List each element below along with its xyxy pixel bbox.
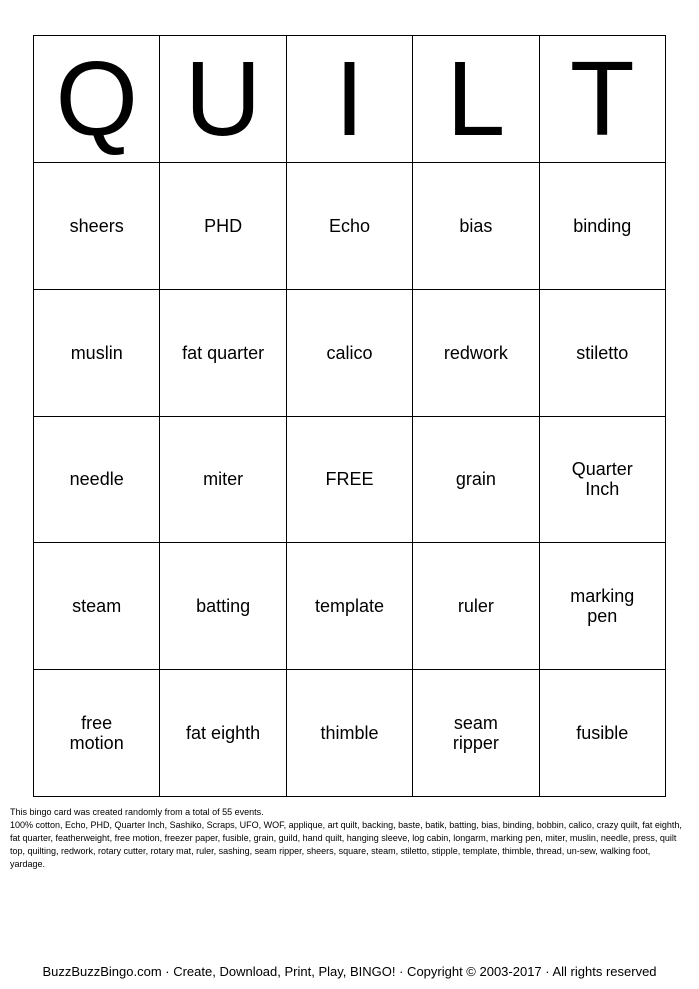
free-space-cell: [286, 416, 412, 543]
card-cell: [413, 289, 539, 416]
footer-copyright: BuzzBuzzBingo.com · Create, Download, Print, Play, BINGO! · Copyright © 2003-2017 · All rights reserved: [42, 964, 657, 979]
card-cell: [34, 416, 160, 543]
card-cell: [286, 289, 412, 416]
header-letter-i: I: [286, 36, 412, 163]
cell-text: fat eighth: [186, 723, 261, 744]
card-cell: [413, 670, 539, 797]
cell-text: ruler: [457, 596, 494, 617]
card-row: [34, 416, 666, 543]
cell-text: fat quarter: [182, 342, 265, 363]
card-row: [34, 543, 666, 670]
card-row: [34, 670, 666, 797]
card-cell: [34, 289, 160, 416]
card-cell: [539, 416, 665, 543]
card-cell: [539, 543, 665, 670]
card-cell: [160, 289, 286, 416]
card-cell: [160, 416, 286, 543]
cell-text: marking pen: [570, 586, 635, 627]
bingo-card: [33, 35, 666, 797]
card-cell: [539, 163, 665, 290]
header-letter-u: U: [160, 36, 286, 163]
header-letter-t: T: [539, 36, 665, 163]
cell-text: grain: [455, 469, 496, 490]
cell-text: needle: [69, 469, 124, 490]
card-row: [34, 289, 666, 416]
card-cell: [413, 543, 539, 670]
card-cell: [34, 163, 160, 290]
cell-text: FREE: [325, 469, 374, 490]
card-cell: [539, 289, 665, 416]
cell-text: binding: [573, 215, 632, 236]
card-cell: [34, 543, 160, 670]
cell-text: template: [314, 596, 384, 617]
card-cell: [286, 670, 412, 797]
card-cell: [34, 670, 160, 797]
header-letter-q: Q: [34, 36, 160, 163]
card-cell: [413, 416, 539, 543]
cell-text: stiletto: [576, 342, 629, 363]
card-cell: [539, 670, 665, 797]
cell-text: steam: [72, 596, 122, 617]
info-summary: This bingo card was created randomly from a total of 55 events.: [10, 807, 264, 817]
card-cell: [160, 670, 286, 797]
cell-text: free motion: [69, 713, 124, 754]
cell-text: seam ripper: [452, 713, 499, 754]
cell-text: Echo: [328, 215, 370, 236]
cell-text: thimble: [320, 723, 379, 744]
cell-text: fusible: [576, 723, 629, 744]
cell-text: batting: [196, 596, 251, 617]
card-cell: [286, 163, 412, 290]
card-cell: [160, 543, 286, 670]
cell-text: sheers: [69, 215, 124, 236]
header-row: [34, 36, 666, 163]
cell-text: muslin: [70, 342, 123, 363]
cell-text: PHD: [204, 215, 243, 236]
card-row: [34, 163, 666, 290]
cell-text: bias: [459, 215, 493, 236]
cell-text: calico: [326, 342, 373, 363]
card-cell: [413, 163, 539, 290]
card-info: [10, 806, 686, 871]
header-letter-l: L: [413, 36, 539, 163]
cell-text: Quarter Inch: [571, 459, 633, 500]
cell-text: miter: [203, 469, 244, 490]
card-cell: [286, 543, 412, 670]
card-cell: [160, 163, 286, 290]
info-event-list: 100% cotton, Echo, PHD, Quarter Inch, Sashiko, Scraps, UFO, WOF, applique, art quilt, backing, baste, batik, batting, bias, binding, bobbin, calico, crazy quilt, fat eighth, fat quarter, featherweight, free motion, freezer paper, fusible, grain, guild, hand quilt, hanging sleeve, log cabin, longarm, marking pen, miter, muslin, needle, press, quilt top, quilting, redwork, rotary cutter, rotary mat, ruler, sashing, seam ripper, sheers, square, steam, stiletto, stipple, template, thimble, thread, un-sew, walking foot, yardage.: [10, 820, 682, 869]
cell-text: redwork: [443, 342, 508, 363]
